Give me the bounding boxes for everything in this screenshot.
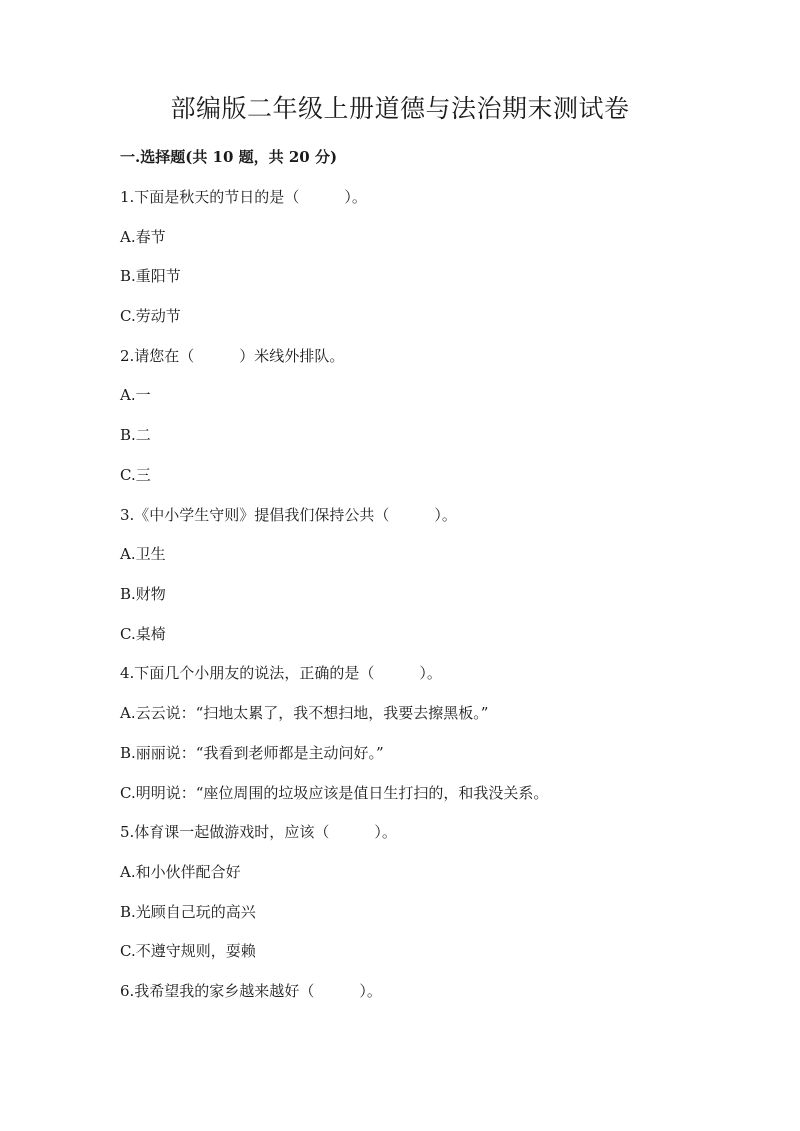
answer-option: C.劳动节 [120,307,181,325]
answer-option: B.丽丽说：“我看到老师都是主动问好。” [120,744,384,762]
question-stem: 1.下面是秋天的节日的是（ ）。 [120,188,367,206]
document-title: 部编版二年级上册道德与法治期末测试卷 [170,94,630,123]
answer-option: B.光顾自己玩的高兴 [120,903,256,921]
answer-option: A.一 [120,386,151,404]
question-stem: 3.《中小学生守则》提倡我们保持公共（ ）。 [120,506,457,524]
answer-option: C.三 [120,466,151,484]
question-stem: 4.下面几个小朋友的说法，正确的是（ ）。 [120,664,442,682]
answer-option: C.桌椅 [120,625,166,643]
answer-option: C.明明说：“座位周围的垃圾应该是值日生打扫的，和我没关系。 [120,784,549,802]
answer-option: A.卫生 [120,545,166,563]
section-heading: 一.选择题(共 10 题，共 20 分) [120,148,338,166]
answer-option: B.重阳节 [120,267,181,285]
answer-option: A.春节 [120,228,166,246]
answer-option: A.云云说：“扫地太累了，我不想扫地，我要去擦黑板。” [120,704,489,722]
answer-option: A.和小伙伴配合好 [120,863,241,881]
question-stem: 2.请您在（ ）米线外排队。 [120,347,345,365]
answer-option: B.财物 [120,585,166,603]
answer-option: B.二 [120,426,151,444]
answer-option: C.不遵守规则，耍赖 [120,942,256,960]
question-stem: 5.体育课一起做游戏时，应该（ ）。 [120,823,397,841]
question-stem: 6.我希望我的家乡越来越好（ ）。 [120,982,382,1000]
